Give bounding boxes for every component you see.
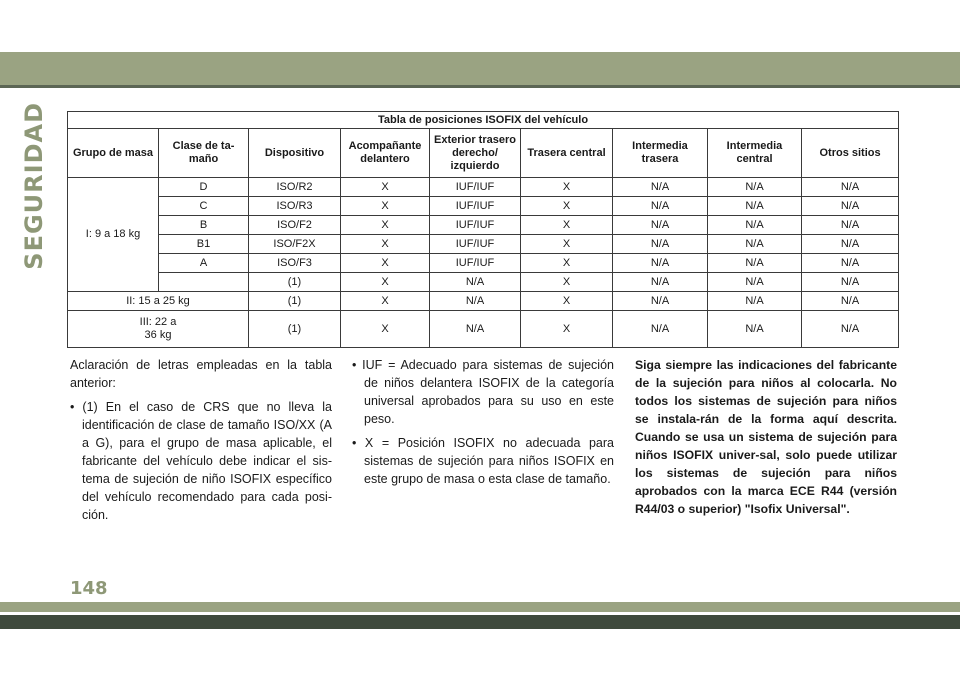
table-cell: X bbox=[341, 273, 430, 292]
table-cell: N/A bbox=[802, 292, 899, 311]
table-cell: N/A bbox=[708, 178, 802, 197]
header-band bbox=[0, 52, 960, 85]
table-cell: N/A bbox=[708, 216, 802, 235]
intro-paragraph: Aclaración de letras empleadas en la tabla anterior: bbox=[70, 358, 332, 390]
column-header: Grupo de masa bbox=[68, 129, 159, 178]
column-header: Exterior trasero derecho/ izquierdo bbox=[430, 129, 521, 178]
table-cell: N/A bbox=[613, 273, 708, 292]
table-cell: X bbox=[521, 292, 613, 311]
table-cell: X bbox=[341, 292, 430, 311]
note-bullet-iuf: • IUF = Adecuado para sistemas de sujeción de niños delantera ISOFIX de la categoría universal aprobados para su uso en este peso. bbox=[352, 358, 614, 426]
table-cell: (1) bbox=[249, 273, 341, 292]
table-cell: N/A bbox=[430, 311, 521, 348]
column-header: Dispositivo bbox=[249, 129, 341, 178]
table-cell: X bbox=[341, 216, 430, 235]
column-header: Otros sitios bbox=[802, 129, 899, 178]
table-cell: ISO/R2 bbox=[249, 178, 341, 197]
table-cell: IUF/IUF bbox=[430, 178, 521, 197]
warning-paragraph: Siga siempre las indicaciones del fabricante de la sujeción para niños al colocarla. No todos los sistemas de sujeción para niños se instala-rán de la forma aquí descrita. Cuando se usa un sistema de sujeción para niños ISOFIX univer-sal, solo puede utilizar los sistemas de sujeción para niños aprobados con la marca ECE R44 (versión R44/03 o superior) "Isofix Universal". bbox=[635, 358, 897, 516]
table-cell: N/A bbox=[613, 235, 708, 254]
table-cell: N/A bbox=[613, 178, 708, 197]
column-header: Trasera central bbox=[521, 129, 613, 178]
table-cell: ISO/R3 bbox=[249, 197, 341, 216]
table-cell: N/A bbox=[802, 216, 899, 235]
table-row bbox=[68, 216, 899, 235]
table-cell: N/A bbox=[613, 197, 708, 216]
mass-group-cell: III: 22 a 36 kg bbox=[68, 311, 249, 348]
table-cell: N/A bbox=[708, 235, 802, 254]
table-row bbox=[68, 235, 899, 254]
column-header: Intermedia central bbox=[708, 129, 802, 178]
section-title-text: SEGURIDAD bbox=[20, 102, 48, 270]
header-rule bbox=[0, 85, 960, 88]
table-header-row bbox=[68, 129, 899, 178]
table-cell: (1) bbox=[249, 292, 341, 311]
table-caption: Tabla de posiciones ISOFIX del vehículo bbox=[68, 112, 899, 129]
table-cell: X bbox=[521, 235, 613, 254]
table-row bbox=[68, 178, 899, 197]
table-cell: ISO/F3 bbox=[249, 254, 341, 273]
table-cell: N/A bbox=[802, 235, 899, 254]
table-row bbox=[68, 254, 899, 273]
table-cell: X bbox=[521, 216, 613, 235]
table-cell: N/A bbox=[613, 216, 708, 235]
text-column-2 bbox=[352, 356, 614, 494]
table-cell: IUF/IUF bbox=[430, 235, 521, 254]
mass-group-cell: I: 9 a 18 kg bbox=[68, 178, 159, 292]
footer-rule bbox=[0, 615, 960, 629]
table-cell: IUF/IUF bbox=[430, 254, 521, 273]
table-cell: X bbox=[341, 311, 430, 348]
table-cell: X bbox=[521, 311, 613, 348]
table-cell: N/A bbox=[430, 292, 521, 311]
table-cell: N/A bbox=[430, 273, 521, 292]
text-column-1 bbox=[70, 356, 332, 530]
table-row bbox=[68, 311, 899, 348]
table-cell: C bbox=[159, 197, 249, 216]
table-cell: B1 bbox=[159, 235, 249, 254]
table-cell: X bbox=[521, 254, 613, 273]
table-cell: N/A bbox=[708, 254, 802, 273]
text-column-3 bbox=[635, 356, 897, 524]
column-header: Intermedia trasera bbox=[613, 129, 708, 178]
table-cell: N/A bbox=[708, 292, 802, 311]
table-cell: N/A bbox=[802, 197, 899, 216]
table-cell: X bbox=[521, 197, 613, 216]
column-header: Acompañante delantero bbox=[341, 129, 430, 178]
table-cell: ISO/F2 bbox=[249, 216, 341, 235]
table-cell: ISO/F2X bbox=[249, 235, 341, 254]
table-cell: N/A bbox=[708, 311, 802, 348]
section-title bbox=[14, 102, 54, 270]
note-bullet-1: • (1) En el caso de CRS que no lleva la identificación de clase de tamaño ISO/XX (A a G), para el grupo de masa aplicable, el fabricante del vehículo debe indicar el sis-tema de sujeción de niño ISOFIX específico del vehículo recomendado para cada posi-ción. bbox=[70, 400, 332, 522]
table-cell: B bbox=[159, 216, 249, 235]
table-cell: (1) bbox=[249, 311, 341, 348]
table-cell: N/A bbox=[613, 254, 708, 273]
table-cell: X bbox=[341, 254, 430, 273]
table-cell: N/A bbox=[802, 273, 899, 292]
table-cell: A bbox=[159, 254, 249, 273]
table-cell: IUF/IUF bbox=[430, 197, 521, 216]
table-cell bbox=[159, 273, 249, 292]
table-cell: X bbox=[341, 235, 430, 254]
mass-group-cell: II: 15 a 25 kg bbox=[68, 292, 249, 311]
column-header: Clase de ta- maño bbox=[159, 129, 249, 178]
note-bullet-x: • X = Posición ISOFIX no adecuada para sistemas de sujeción para niños ISOFIX en este grupo de masa o esta clase de tamaño. bbox=[352, 436, 614, 486]
table-cell: N/A bbox=[708, 197, 802, 216]
table-cell: N/A bbox=[708, 273, 802, 292]
footer-band bbox=[0, 602, 960, 612]
table-cell: N/A bbox=[613, 311, 708, 348]
table-cell: X bbox=[341, 197, 430, 216]
table-cell: N/A bbox=[802, 254, 899, 273]
table-cell: X bbox=[341, 178, 430, 197]
table-row bbox=[68, 197, 899, 216]
table-cell: N/A bbox=[802, 311, 899, 348]
table-cell: X bbox=[521, 178, 613, 197]
table-cell: IUF/IUF bbox=[430, 216, 521, 235]
table-body bbox=[68, 178, 899, 348]
isofix-table-wrapper bbox=[67, 111, 898, 348]
page-number: 148 bbox=[70, 578, 108, 599]
table-cell: N/A bbox=[802, 178, 899, 197]
table-row bbox=[68, 273, 899, 292]
table-cell: X bbox=[521, 273, 613, 292]
table-row bbox=[68, 292, 899, 311]
table-cell: N/A bbox=[613, 292, 708, 311]
table-cell: D bbox=[159, 178, 249, 197]
isofix-table bbox=[67, 111, 899, 348]
